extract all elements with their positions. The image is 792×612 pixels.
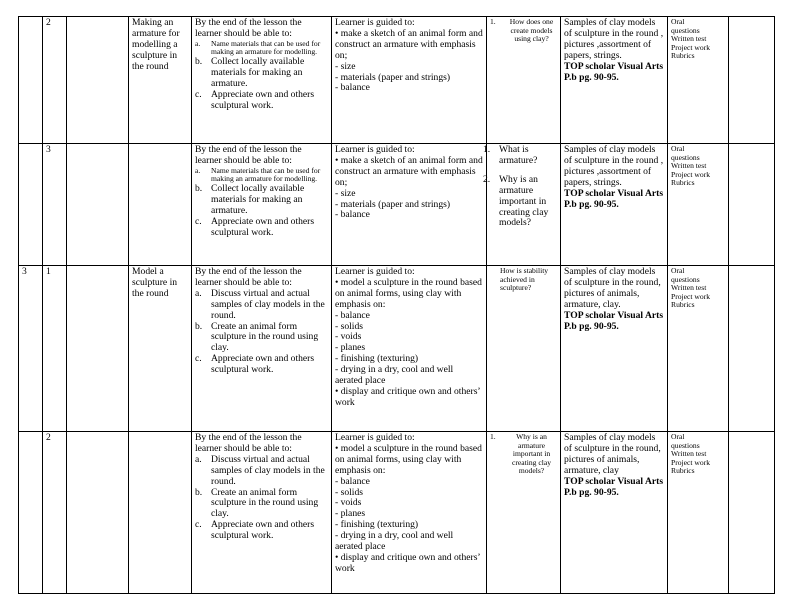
- outcome-intro: By the end of the lesson the learner should be able to:: [195, 144, 302, 166]
- assessment-item: Project work: [671, 291, 711, 301]
- experience-item: - finishing (texturing): [335, 353, 419, 365]
- outcome-list: [195, 40, 328, 112]
- question-item: What is armature?: [499, 144, 538, 166]
- key-inquiry-cell: [487, 144, 561, 266]
- experience-item: • display and critique own and others’ work: [335, 551, 480, 574]
- assessment-item: questions: [671, 152, 700, 162]
- experience-item: - balance: [335, 82, 370, 94]
- experience-item: - balance: [335, 309, 370, 321]
- outcome-item: Discuss virtual and actual samples of clay models in the round.: [211, 287, 325, 321]
- key-inquiry-cell: [487, 266, 561, 432]
- resources-text: Samples of clay models of sculpture in the round, pictures of animals, armature, clay.: [564, 266, 661, 310]
- outcome-intro: By the end of the lesson the learner should be able to:: [195, 266, 302, 288]
- experience-intro: Learner is guided to:: [335, 432, 415, 443]
- outcome-item: Collect locally available materials for making an armature.: [211, 56, 305, 89]
- question-list: [490, 18, 557, 44]
- resources-reference: TOP scholar Visual Arts P.b pg. 90-95.: [564, 309, 664, 332]
- assessment-item: questions: [671, 440, 700, 450]
- strand-cell: [67, 144, 129, 266]
- resources-cell: [561, 17, 668, 144]
- resources-reference: TOP scholar Visual Arts P.b pg. 90-95.: [564, 187, 664, 210]
- assessment-cell: [668, 266, 729, 432]
- learning-outcomes-cell: [192, 144, 332, 266]
- key-inquiry-cell: [487, 17, 561, 144]
- week-cell: [19, 17, 43, 144]
- strand-cell: [67, 432, 129, 594]
- experience-intro: Learner is guided to:: [335, 144, 415, 155]
- experience-item: - balance: [335, 209, 370, 221]
- question-item: Why is an armature important in creating clay models?: [512, 432, 551, 476]
- remarks-cell: [729, 144, 775, 266]
- week-cell: [19, 432, 43, 594]
- lesson-cell: 2: [43, 17, 67, 144]
- experience-item: - size: [335, 187, 356, 199]
- outcome-item: Create an animal form sculpture in the round using clay.: [211, 486, 319, 520]
- lesson-cell: 3: [43, 144, 67, 266]
- assessment-item: questions: [671, 274, 700, 284]
- table-row: [19, 17, 775, 144]
- question-list: [490, 433, 557, 476]
- assessment-item: Oral: [671, 17, 685, 26]
- experience-item: - balance: [335, 475, 370, 487]
- resources-cell: [561, 144, 668, 266]
- experience-item: • make a sketch of an animal form and construct an armature with emphasis on;: [335, 27, 483, 61]
- experience-item: - planes: [335, 508, 366, 520]
- question-item: Why is an armature important in creating clay models?: [499, 173, 549, 229]
- outcome-intro: By the end of the lesson the learner should be able to:: [195, 17, 302, 39]
- experience-item: • model a sculpture in the round based on animal forms, using clay with emphasis on:: [335, 276, 482, 310]
- resources-reference: TOP scholar Visual Arts P.b pg. 90-95.: [564, 60, 664, 83]
- assessment-item: Project work: [671, 169, 711, 179]
- experience-item: • make a sketch of an animal form and construct an armature with emphasis on;: [335, 154, 483, 188]
- table-row: [19, 144, 775, 266]
- sub-strand-cell: Model a sculpture in the round: [129, 266, 192, 432]
- sub-strand-cell: [129, 432, 192, 594]
- learning-experiences-cell: [332, 17, 487, 144]
- learning-outcomes-cell: [192, 266, 332, 432]
- resources-text: Samples of clay models of sculpture in the round, pictures of animals, armature, clay: [564, 432, 661, 476]
- resources-reference: TOP scholar Visual Arts P.b pg. 90-95.: [564, 475, 664, 498]
- strand-cell: [67, 266, 129, 432]
- assessment-item: Rubrics: [671, 466, 695, 476]
- sub-strand-cell: Making an armature for modelling a sculpture in the round: [129, 17, 192, 144]
- experience-item: - planes: [335, 342, 366, 354]
- lesson-cell: 2: [43, 432, 67, 594]
- learning-experiences-cell: [332, 432, 487, 594]
- question-item: How is stability achieved in sculpture?: [500, 266, 549, 293]
- scheme-of-work-table: [18, 16, 775, 594]
- outcome-item: Discuss virtual and actual samples of clay models in the round.: [211, 453, 325, 487]
- resources-text: Samples of clay models of sculpture in the round , pictures ,assortment of papers, strings.: [564, 144, 664, 188]
- outcome-list: [195, 289, 328, 376]
- remarks-cell: [729, 266, 775, 432]
- outcome-list: [195, 455, 328, 542]
- assessment-cell: [668, 17, 729, 144]
- week-cell: [19, 144, 43, 266]
- resources-text: Samples of clay models of sculpture in the round , pictures ,assortment of papers, strings.: [564, 17, 664, 61]
- assessment-item: Oral: [671, 432, 685, 441]
- assessment-item: Project work: [671, 42, 711, 52]
- remarks-cell: [729, 17, 775, 144]
- outcome-item: Collect locally available materials for making an armature.: [211, 183, 305, 216]
- experience-item: - size: [335, 60, 356, 72]
- assessment-item: Written test: [671, 34, 707, 44]
- outcome-list: [195, 167, 328, 239]
- sub-strand-cell: [129, 144, 192, 266]
- assessment-cell: [668, 432, 729, 594]
- outcome-item: Appreciate own and others sculptural work.: [211, 215, 315, 238]
- experience-intro: Learner is guided to:: [335, 266, 415, 277]
- experience-item: • model a sculpture in the round based on animal forms, using clay with emphasis on:: [335, 442, 482, 476]
- experience-item: - materials (paper and strings): [335, 198, 451, 210]
- assessment-item: Project work: [671, 457, 711, 467]
- experience-item: - solids: [335, 486, 363, 498]
- remarks-cell: [729, 432, 775, 594]
- experience-intro: Learner is guided to:: [335, 17, 415, 28]
- week-cell: 3: [19, 266, 43, 432]
- experience-item: - finishing (texturing): [335, 519, 419, 531]
- experience-item: - drying in a dry, cool and well aerated place: [335, 364, 454, 387]
- outcome-intro: By the end of the lesson the learner should be able to:: [195, 432, 302, 454]
- table-row: [19, 266, 775, 432]
- lesson-cell: 1: [43, 266, 67, 432]
- assessment-item: Written test: [671, 449, 707, 459]
- assessment-item: Written test: [671, 283, 707, 293]
- experience-item: - materials (paper and strings): [335, 71, 451, 83]
- experience-item: • display and critique own and others’ work: [335, 385, 480, 408]
- assessment-item: Oral: [671, 266, 685, 275]
- resources-cell: [561, 266, 668, 432]
- table-row: [19, 432, 775, 594]
- assessment-item: Written test: [671, 161, 707, 171]
- resources-cell: [561, 432, 668, 594]
- outcome-item: Appreciate own and others sculptural work.: [211, 353, 315, 376]
- learning-outcomes-cell: [192, 17, 332, 144]
- experience-item: - drying in a dry, cool and well aerated place: [335, 530, 454, 553]
- question-item: How does one create models using clay?: [509, 17, 554, 44]
- learning-outcomes-cell: [192, 432, 332, 594]
- assessment-item: Rubrics: [671, 178, 695, 188]
- outcome-item: Name materials that can be used for making an armature for modelling.: [211, 165, 321, 184]
- assessment-item: questions: [671, 25, 700, 35]
- learning-experiences-cell: [332, 144, 487, 266]
- experience-item: - voids: [335, 331, 362, 343]
- key-inquiry-cell: [487, 432, 561, 594]
- learning-experiences-cell: [332, 266, 487, 432]
- outcome-item: Name materials that can be used for making an armature for modelling.: [211, 38, 321, 57]
- assessment-item: Oral: [671, 144, 685, 153]
- question-list: [487, 145, 557, 229]
- assessment-item: Rubrics: [671, 300, 695, 310]
- experience-item: - voids: [335, 497, 362, 509]
- experience-item: - solids: [335, 320, 363, 332]
- strand-cell: [67, 17, 129, 144]
- assessment-item: Rubrics: [671, 51, 695, 61]
- outcome-item: Appreciate own and others sculptural work.: [211, 519, 315, 542]
- outcome-item: Appreciate own and others sculptural work.: [211, 88, 315, 111]
- outcome-item: Create an animal form sculpture in the round using clay.: [211, 320, 319, 354]
- assessment-cell: [668, 144, 729, 266]
